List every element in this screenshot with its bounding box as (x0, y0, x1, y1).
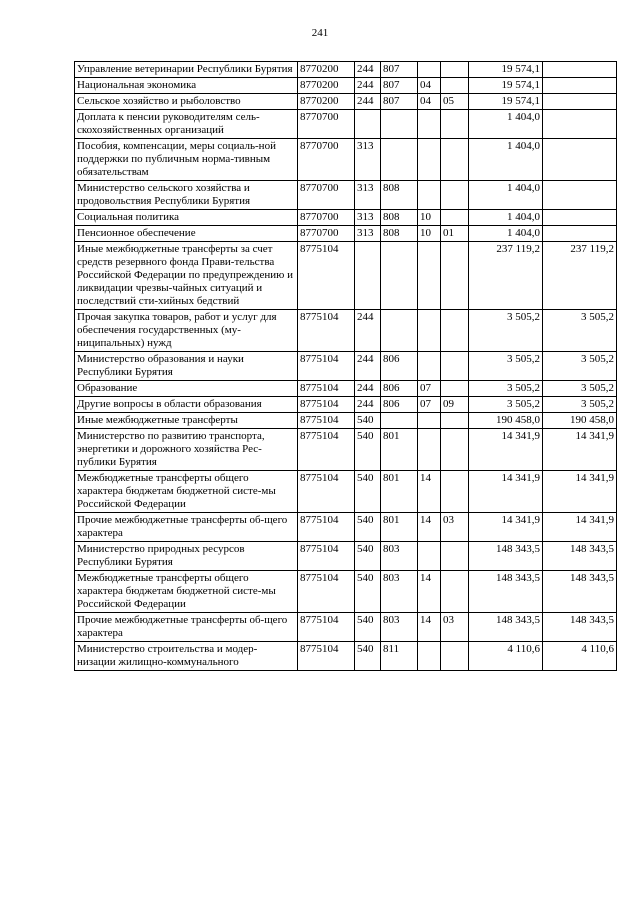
expense-type-code: 540 (355, 513, 381, 542)
section-code: 04 (418, 78, 441, 94)
row-name: Национальная экономика (75, 78, 298, 94)
amount-total: 148 343,5 (469, 613, 543, 642)
ministry-code: 806 (381, 381, 418, 397)
amount-total: 148 343,5 (469, 571, 543, 613)
amount-total: 19 574,1 (469, 94, 543, 110)
target-article-code: 8770700 (298, 210, 355, 226)
target-article-code: 8770700 (298, 110, 355, 139)
expense-type-code: 313 (355, 210, 381, 226)
table-row (75, 471, 617, 513)
row-name: Прочая закупка товаров, работ и услуг для обеспечения государственных (му-ниципальных) нужд (75, 310, 298, 352)
target-article-code: 8775104 (298, 242, 355, 310)
amount-federal: 3 505,2 (543, 397, 617, 413)
amount-total: 148 343,5 (469, 542, 543, 571)
row-name: Пособия, компенсации, меры социаль-ной поддержки по публичным норма-тивным обязательствам (75, 139, 298, 181)
row-name: Министерство образования и науки Республики Бурятия (75, 352, 298, 381)
expense-type-code: 313 (355, 226, 381, 242)
section-code: 04 (418, 94, 441, 110)
amount-federal: 3 505,2 (543, 352, 617, 381)
subsection-code: 09 (441, 397, 469, 413)
budget-table (74, 61, 617, 671)
amount-federal (543, 139, 617, 181)
ministry-code: 808 (381, 181, 418, 210)
section-code: 14 (418, 513, 441, 542)
section-code: 14 (418, 471, 441, 513)
expense-type-code: 244 (355, 78, 381, 94)
row-name: Прочие межбюджетные трансферты об-щего характера (75, 613, 298, 642)
target-article-code: 8775104 (298, 310, 355, 352)
amount-federal (543, 210, 617, 226)
row-name: Образование (75, 381, 298, 397)
target-article-code: 8775104 (298, 397, 355, 413)
table-row (75, 242, 617, 310)
amount-federal: 14 341,9 (543, 429, 617, 471)
ministry-code (381, 310, 418, 352)
target-article-code: 8775104 (298, 542, 355, 571)
amount-federal: 148 343,5 (543, 613, 617, 642)
row-name: Министерство строительства и модер-низации жилищно-коммунального (75, 642, 298, 671)
amount-total: 3 505,2 (469, 381, 543, 397)
ministry-code: 811 (381, 642, 418, 671)
target-article-code: 8775104 (298, 613, 355, 642)
ministry-code: 807 (381, 78, 418, 94)
row-name: Сельское хозяйство и рыболовство (75, 94, 298, 110)
amount-federal: 4 110,6 (543, 642, 617, 671)
table-row (75, 226, 617, 242)
ministry-code (381, 413, 418, 429)
section-code: 07 (418, 397, 441, 413)
row-name: Межбюджетные трансферты общего характера бюджетам бюджетной систе-мы Российской Федерации (75, 471, 298, 513)
subsection-code (441, 413, 469, 429)
amount-total: 4 110,6 (469, 642, 543, 671)
target-article-code: 8775104 (298, 413, 355, 429)
row-name: Доплата к пенсии руководителям сель-скохозяйственных организаций (75, 110, 298, 139)
table-row (75, 181, 617, 210)
target-article-code: 8770700 (298, 139, 355, 181)
ministry-code: 807 (381, 62, 418, 78)
amount-federal: 14 341,9 (543, 471, 617, 513)
table-row (75, 613, 617, 642)
target-article-code: 8770700 (298, 181, 355, 210)
expense-type-code: 540 (355, 613, 381, 642)
amount-total: 1 404,0 (469, 210, 543, 226)
table-row (75, 352, 617, 381)
target-article-code: 8775104 (298, 642, 355, 671)
table-row (75, 94, 617, 110)
section-code: 07 (418, 381, 441, 397)
expense-type-code: 244 (355, 310, 381, 352)
amount-total: 1 404,0 (469, 181, 543, 210)
expense-type-code (355, 242, 381, 310)
target-article-code: 8775104 (298, 471, 355, 513)
subsection-code (441, 78, 469, 94)
table-row (75, 413, 617, 429)
row-name: Социальная политика (75, 210, 298, 226)
section-code: 10 (418, 210, 441, 226)
row-name: Межбюджетные трансферты общего характера бюджетам бюджетной систе-мы Российской Федерации (75, 571, 298, 613)
table-row (75, 78, 617, 94)
subsection-code (441, 139, 469, 181)
expense-type-code: 244 (355, 352, 381, 381)
row-name: Министерство сельского хозяйства и продовольствия Республики Бурятия (75, 181, 298, 210)
amount-total: 19 574,1 (469, 62, 543, 78)
subsection-code (441, 242, 469, 310)
row-name: Министерство природных ресурсов Республики Бурятия (75, 542, 298, 571)
ministry-code: 801 (381, 513, 418, 542)
target-article-code: 8770200 (298, 62, 355, 78)
expense-type-code (355, 110, 381, 139)
amount-total: 3 505,2 (469, 397, 543, 413)
ministry-code: 806 (381, 397, 418, 413)
subsection-code (441, 542, 469, 571)
table-row (75, 139, 617, 181)
subsection-code (441, 181, 469, 210)
subsection-code (441, 642, 469, 671)
expense-type-code: 244 (355, 397, 381, 413)
subsection-code: 03 (441, 513, 469, 542)
section-code (418, 242, 441, 310)
subsection-code (441, 62, 469, 78)
target-article-code: 8770200 (298, 94, 355, 110)
expense-type-code: 540 (355, 413, 381, 429)
ministry-code: 801 (381, 471, 418, 513)
subsection-code (441, 310, 469, 352)
section-code: 14 (418, 613, 441, 642)
expense-type-code: 540 (355, 571, 381, 613)
target-article-code: 8775104 (298, 429, 355, 471)
target-article-code: 8775104 (298, 352, 355, 381)
ministry-code (381, 110, 418, 139)
ministry-code: 808 (381, 226, 418, 242)
section-code: 10 (418, 226, 441, 242)
amount-total: 3 505,2 (469, 352, 543, 381)
row-name: Министерство по развитию транспорта, энергетики и дорожного хозяйства Рес-публики Бурятия (75, 429, 298, 471)
subsection-code: 05 (441, 94, 469, 110)
expense-type-code: 244 (355, 381, 381, 397)
section-code (418, 139, 441, 181)
ministry-code: 808 (381, 210, 418, 226)
table-row (75, 62, 617, 78)
table-row (75, 397, 617, 413)
section-code (418, 413, 441, 429)
ministry-code: 803 (381, 571, 418, 613)
target-article-code: 8775104 (298, 381, 355, 397)
table-row (75, 381, 617, 397)
amount-federal: 14 341,9 (543, 513, 617, 542)
ministry-code (381, 139, 418, 181)
expense-type-code: 244 (355, 94, 381, 110)
section-code (418, 352, 441, 381)
row-name: Другие вопросы в области образования (75, 397, 298, 413)
subsection-code (441, 429, 469, 471)
amount-total: 3 505,2 (469, 310, 543, 352)
amount-federal: 190 458,0 (543, 413, 617, 429)
expense-type-code: 244 (355, 62, 381, 78)
ministry-code: 807 (381, 94, 418, 110)
subsection-code (441, 110, 469, 139)
row-name: Пенсионное обеспечение (75, 226, 298, 242)
amount-total: 14 341,9 (469, 513, 543, 542)
amount-federal: 3 505,2 (543, 381, 617, 397)
table-row (75, 110, 617, 139)
amount-total: 19 574,1 (469, 78, 543, 94)
page-number: 241 (311, 27, 329, 39)
table-row (75, 429, 617, 471)
section-code (418, 429, 441, 471)
amount-federal (543, 62, 617, 78)
amount-federal: 148 343,5 (543, 571, 617, 613)
section-code (418, 642, 441, 671)
subsection-code: 01 (441, 226, 469, 242)
amount-federal (543, 181, 617, 210)
expense-type-code: 313 (355, 139, 381, 181)
section-code (418, 310, 441, 352)
expense-type-code: 540 (355, 542, 381, 571)
amount-total: 190 458,0 (469, 413, 543, 429)
amount-total: 14 341,9 (469, 429, 543, 471)
section-code (418, 181, 441, 210)
expense-type-code: 313 (355, 181, 381, 210)
row-name: Управление ветеринарии Республики Бурятия (75, 62, 298, 78)
table-row (75, 210, 617, 226)
expense-type-code: 540 (355, 429, 381, 471)
row-name: Иные межбюджетные трансферты (75, 413, 298, 429)
amount-total: 1 404,0 (469, 226, 543, 242)
amount-federal (543, 78, 617, 94)
section-code (418, 542, 441, 571)
ministry-code: 801 (381, 429, 418, 471)
subsection-code (441, 571, 469, 613)
ministry-code (381, 242, 418, 310)
section-code (418, 110, 441, 139)
amount-federal: 3 505,2 (543, 310, 617, 352)
table-row (75, 542, 617, 571)
amount-total: 1 404,0 (469, 139, 543, 181)
amount-total: 14 341,9 (469, 471, 543, 513)
target-article-code: 8775104 (298, 513, 355, 542)
section-code: 14 (418, 571, 441, 613)
table-row (75, 513, 617, 542)
amount-federal (543, 94, 617, 110)
ministry-code: 806 (381, 352, 418, 381)
subsection-code (441, 471, 469, 513)
subsection-code: 03 (441, 613, 469, 642)
table-row (75, 310, 617, 352)
subsection-code (441, 381, 469, 397)
amount-federal (543, 110, 617, 139)
expense-type-code: 540 (355, 471, 381, 513)
subsection-code (441, 352, 469, 381)
amount-total: 237 119,2 (469, 242, 543, 310)
row-name: Иные межбюджетные трансферты за счет средств резервного фонда Прави-тельства Российской Федерации по предупреждению и ликвидации чрезвы-чайных ситуаций и последствий сти-хийных бедствий (75, 242, 298, 310)
table-row (75, 642, 617, 671)
ministry-code: 803 (381, 542, 418, 571)
subsection-code (441, 210, 469, 226)
amount-federal (543, 226, 617, 242)
amount-federal: 237 119,2 (543, 242, 617, 310)
amount-federal: 148 343,5 (543, 542, 617, 571)
target-article-code: 8770700 (298, 226, 355, 242)
target-article-code: 8770200 (298, 78, 355, 94)
amount-total: 1 404,0 (469, 110, 543, 139)
target-article-code: 8775104 (298, 571, 355, 613)
row-name: Прочие межбюджетные трансферты об-щего характера (75, 513, 298, 542)
ministry-code: 803 (381, 613, 418, 642)
expense-type-code: 540 (355, 642, 381, 671)
section-code (418, 62, 441, 78)
table-row (75, 571, 617, 613)
table-body (75, 62, 617, 671)
